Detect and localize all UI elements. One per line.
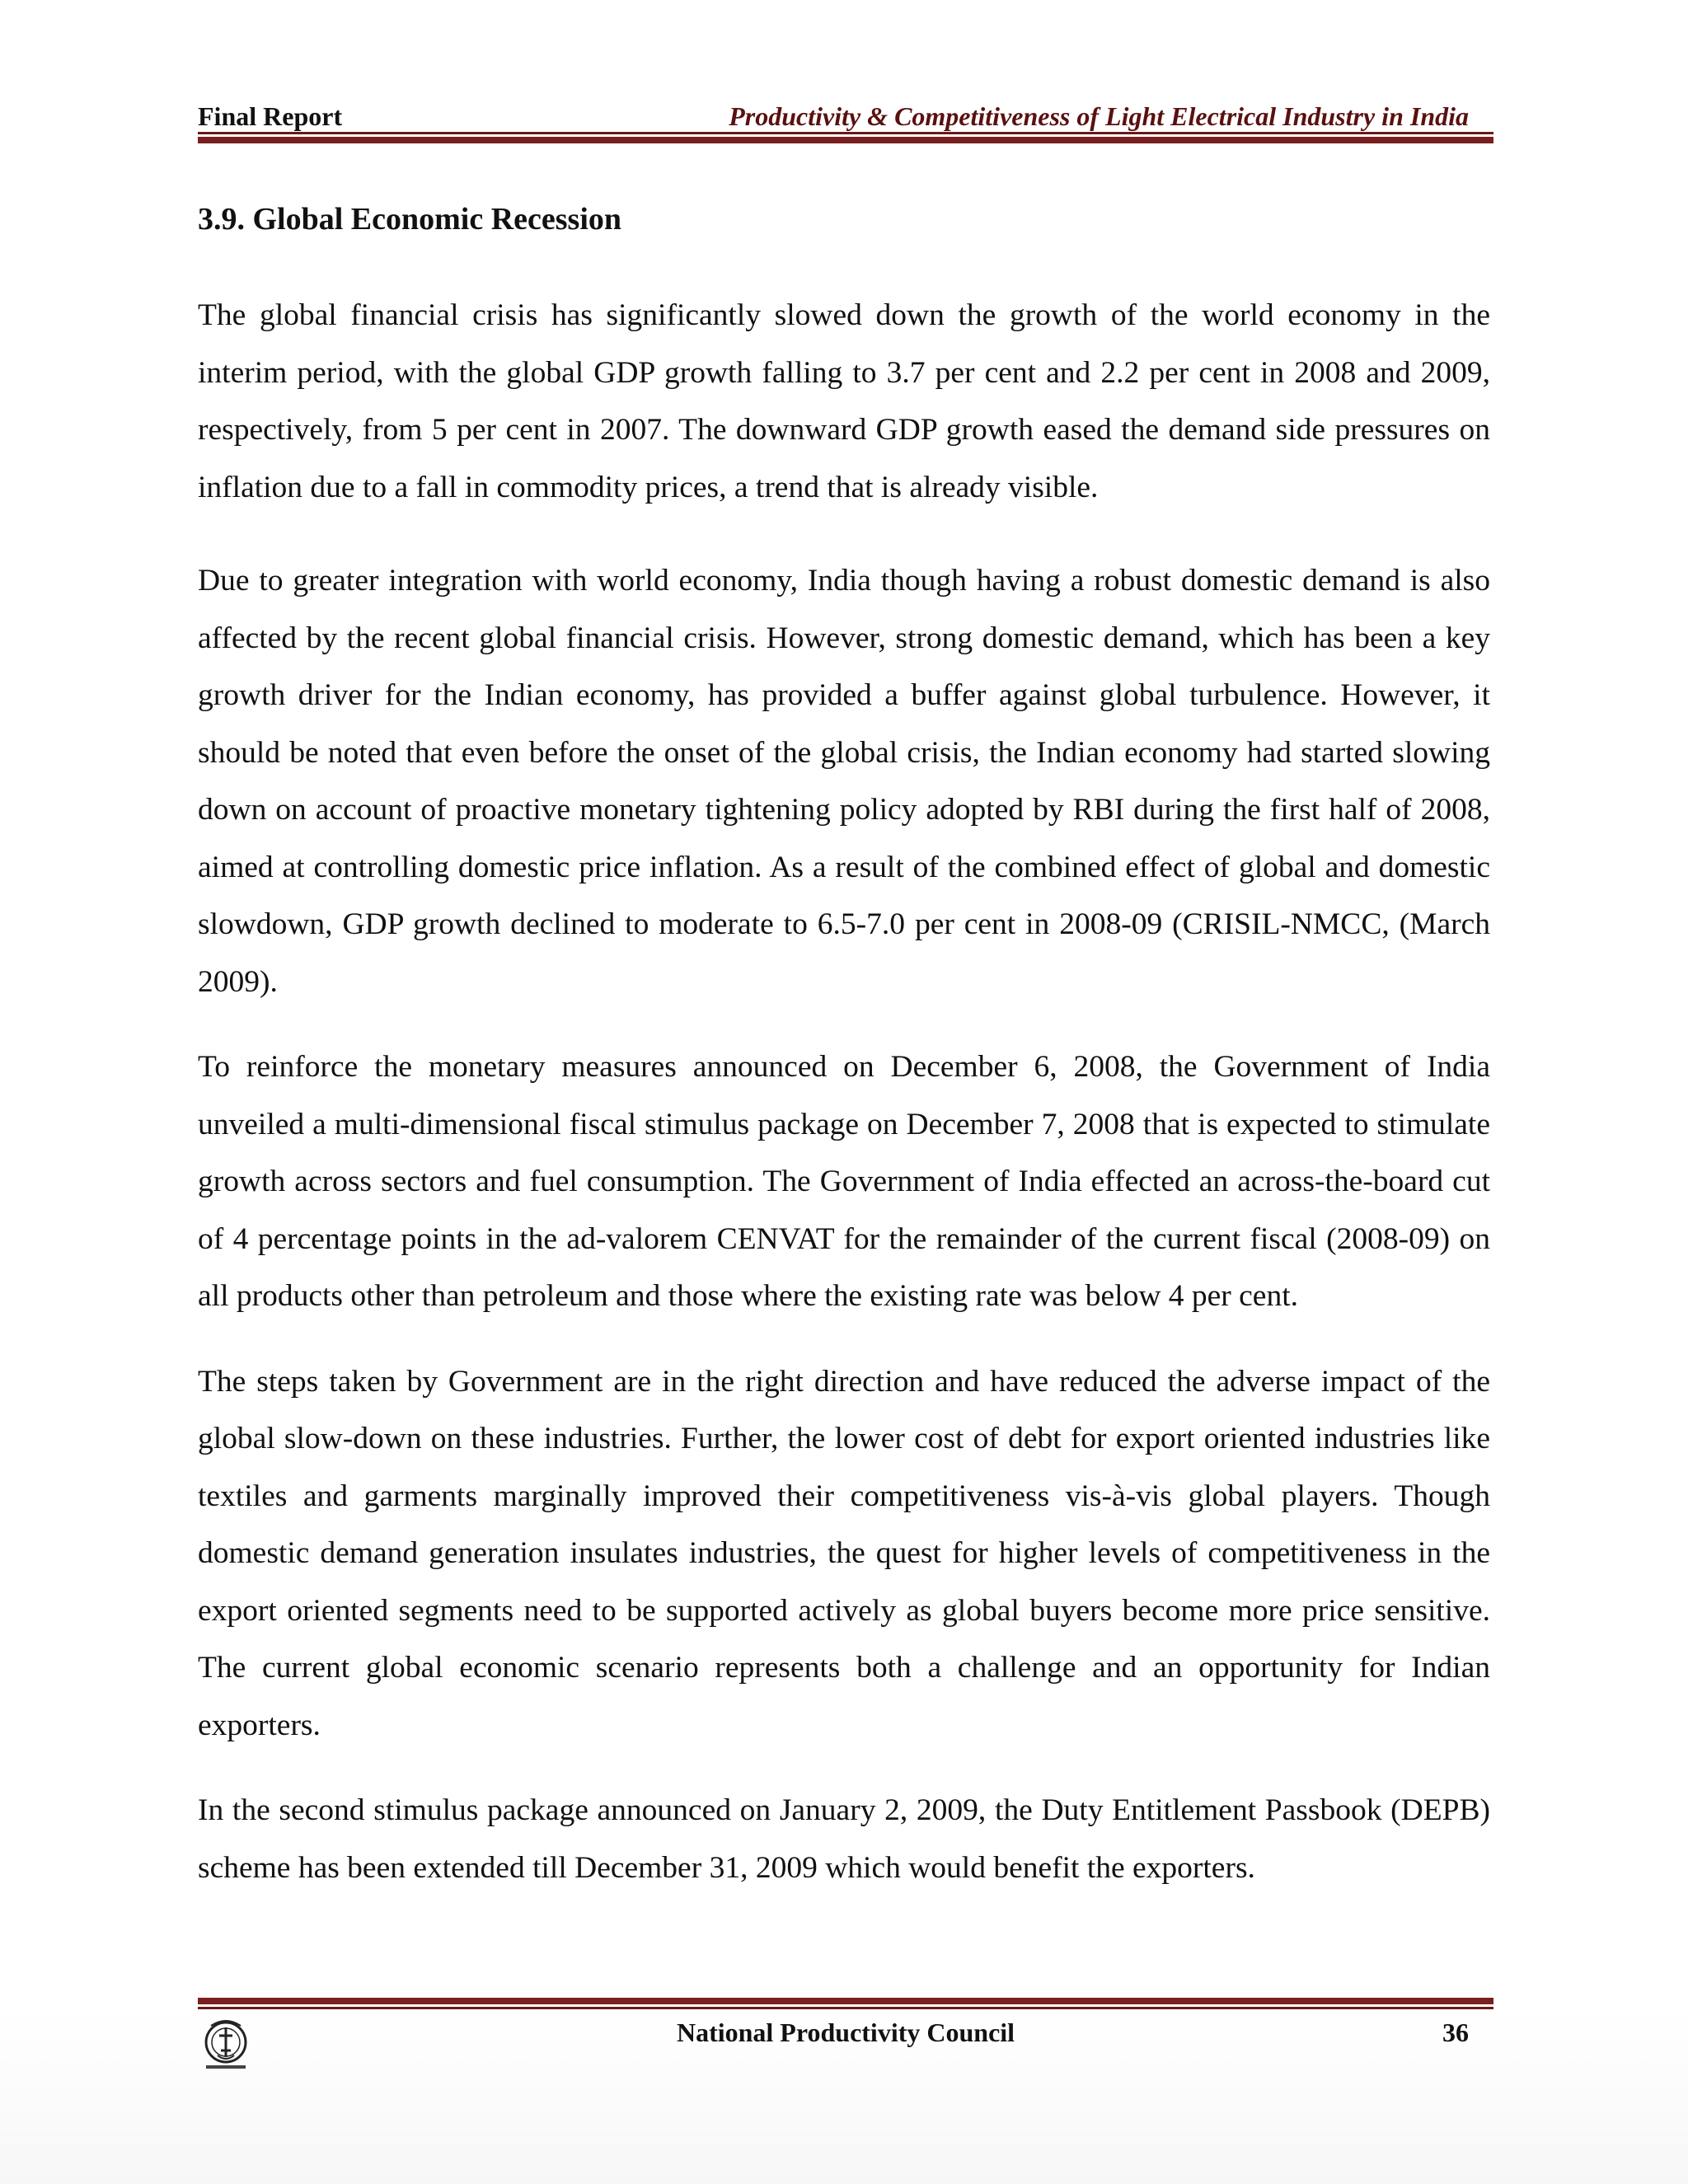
paragraph-4: The steps taken by Government are in the right direction and have reduced the adverse impact of the global slow-down on these industries. Further, the lower cost of debt for export oriented industries like textiles and garments marginally improved their competitiveness vis-à-vis global players. Though domestic demand generation insulates industries, the quest for higher levels of competitiveness in the export oriented segments need to be supported actively as global buyers become more price sensitive. The current global economic scenario represents both a challenge and an opportunity for Indian exporters. <box>198 1364 1490 1742</box>
footer-rule-thin <box>198 2007 1493 2009</box>
section-title: 3.9. Global Economic Recession <box>198 202 622 237</box>
body-text <box>198 287 1490 1924</box>
header-rule-thick <box>198 137 1493 143</box>
header-rule-thin <box>198 132 1493 134</box>
paragraph-5: In the second stimulus package announced on January 2, 2009, the Duty Entitlement Passbook (DEPB) scheme has been extended till December 31, 2009 which would benefit the exporters. <box>198 1793 1490 1885</box>
header-report-label: Final Report <box>198 101 343 131</box>
page-number: 36 <box>1442 2018 1469 2047</box>
paragraph-3: To reinforce the monetary measures announced on December 6, 2008, the Government of India unveiled a multi-dimensional fiscal stimulus package on December 7, 2008 that is expected to stimulate growth across sectors and fuel consumption. The Government of India effected an across-the-board cut of 4 percentage points in the ad-valorem CENVAT for the remainder of the current fiscal (2008-09) on all products other than petroleum and those where the existing rate was below 4 per cent. <box>198 1050 1490 1313</box>
header-document-title: Productivity & Competitiveness of Light Electrical Industry in India <box>729 101 1469 131</box>
paragraph-2: Due to greater integration with world economy, India though having a robust domestic demand is also affected by the recent global financial crisis. However, strong domestic demand, which has been a key growth driver for the Indian economy, has provided a buffer against global turbulence. However, it should be noted that even before the onset of the global crisis, the Indian economy had started slowing down on account of proactive monetary tightening policy adopted by RBI during the first half of 2008, aimed at controlling domestic price inflation. As a result of the combined effect of global and domestic slowdown, GDP growth declined to moderate to 6.5-7.0 per cent in 2008-09 (CRISIL-NMCC, (March 2009). <box>198 564 1490 999</box>
page-footer <box>198 2011 1493 2060</box>
footer-organization: National Productivity Council <box>676 2018 1015 2047</box>
paragraph-1: The global financial crisis has significantly slowed down the growth of the world economy in the interim period, with the global GDP growth falling to 3.7 per cent and 2.2 per cent in 2008 and 2009, respectively, from 5 per cent in 2007. The downward GDP growth eased the demand side pressures on inflation due to a fall in commodity prices, a trend that is already visible. <box>198 298 1490 504</box>
footer-rule-thick <box>198 1998 1493 2004</box>
